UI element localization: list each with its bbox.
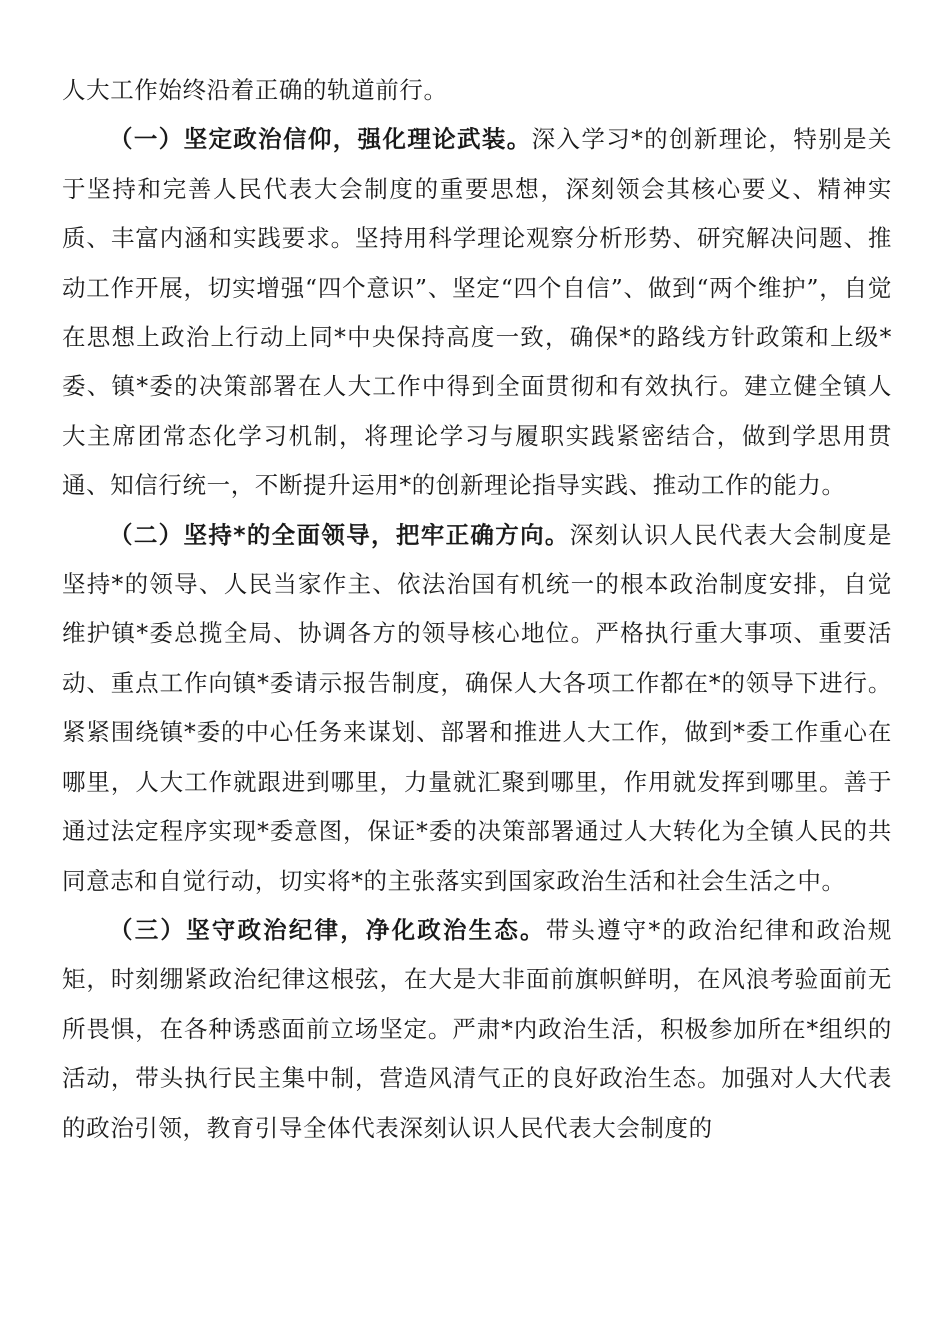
paragraph-section-2 xyxy=(62,511,892,906)
section-heading: （三）坚守政治纪律，净化政治生态。 xyxy=(109,915,546,944)
paragraph-section-3 xyxy=(62,906,892,1153)
paragraph-text: 深入学习*的创新理论，特别是关于坚持和完善人民代表大会制度的重要思想，深刻领会其核心要义、精神实质、丰富内涵和实践要求。坚持用科学理论观察分析形势、研究解决问题、推动工作开展，切实增强“四个意识”、坚定“四个自信”、做到“两个维护”，自觉在思想上政治上行动上同*中央保持高度一致，确保*的路线方针政策和上级*委、镇*委的决策部署在人大工作中得到全面贯彻和有效执行。建立健全镇人大主席团常态化学习机制，将理论学习与履职实践紧密结合，做到学思用贯通、知信行统一，不断提升运用*的创新理论指导实践、推动工作的能力。 xyxy=(62,125,893,500)
section-heading: （一）坚定政治信仰，强化理论武装。 xyxy=(109,125,532,154)
paragraph-text: 带头遵守*的政治纪律和政治规矩，时刻绷紧政治纪律这根弦，在大是大非面前旗帜鲜明，在风浪考验面前无所畏惧，在各种诱惑面前立场坚定。严肃*内政治生活，积极参加所在*组织的活动，带头执行民主集中制，营造风清气正的良好政治生态。加强对人大代表的政治引领，教育引导全体代表深刻认识人民代表大会制度的 xyxy=(62,915,892,1142)
section-heading: （二）坚持*的全面领导，把牢正确方向。 xyxy=(109,520,570,549)
document-body xyxy=(62,66,892,1153)
paragraph-text: 人大工作始终沿着正确的轨道前行。 xyxy=(62,76,448,104)
paragraph-section-1 xyxy=(62,115,892,510)
paragraph-text: 深刻认识人民代表大会制度是坚持*的领导、人民当家作主、依法治国有机统一的根本政治制度安排，自觉维护镇*委总揽全局、协调各方的领导核心地位。严格执行重大事项、重要活动、重点工作向镇*委请示报告制度，确保人大各项工作都在*的领导下进行。紧紧围绕镇*委的中心任务来谋划、部署和推进人大工作，做到*委工作重心在哪里，人大工作就跟进到哪里，力量就汇聚到哪里，作用就发挥到哪里。善于通过法定程序实现*委意图，保证*委的决策部署通过人大转化为全镇人民的共同意志和自觉行动，切实将*的主张落实到国家政治生活和社会生活之中。 xyxy=(62,520,892,895)
paragraph-continued xyxy=(62,66,892,115)
